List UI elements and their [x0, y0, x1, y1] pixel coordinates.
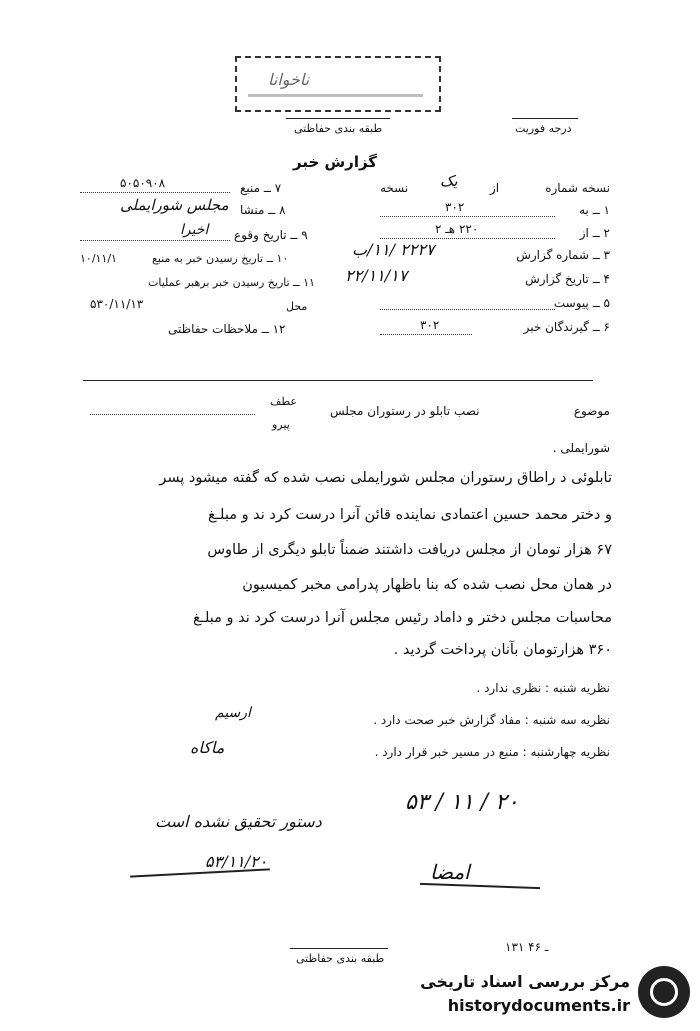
brand-url: historydocuments.ir — [447, 996, 630, 1015]
recipients-label: ۶ ــ گیرندگان خبر — [523, 320, 610, 334]
body-line: تابلوئی د راطاق رستوران مجلس شورایملی نصب شده که گفته میشود پسر — [159, 470, 612, 486]
body-line: محاسبات مجلس دختر و داماد رئیس مجلس آنرا درست کرد ند و مبلـغ — [193, 610, 612, 626]
origin-label: ۸ ــ منشا — [240, 203, 286, 217]
body-line: ۶۷ هزار تومان از مجلس دریافت داشتند ضمناً تابلو دیگری از طاوس — [207, 542, 612, 558]
event-date-dots — [80, 240, 230, 241]
signature-stroke-left — [130, 868, 270, 877]
recipients-value: ۳۰۲ — [420, 318, 440, 332]
event-date-value: اخیرا — [180, 222, 209, 238]
opinion-wednesday: نظریه چهارشنبه : منبع در مسیر خبر قرار دارد . — [374, 745, 610, 759]
signature-stroke-right — [420, 883, 540, 889]
location-label: محل — [286, 300, 308, 313]
page-code: ۱۳۱ ـ ۴۶ — [505, 940, 549, 954]
ref-bottom-label: پیرو — [272, 418, 290, 431]
subject-dots — [90, 414, 255, 415]
to-value: ۳۰۲ — [445, 200, 465, 214]
source-received-value: ۱۰/۱۱/۱ — [80, 252, 117, 265]
classification-label: طبقه بندی حفاظتی — [294, 122, 383, 135]
body-line: و دختر محمد حسین اعتمادی نماینده قائن آنرا درست کرد ند و مبلـغ — [208, 507, 612, 523]
copy-number-mid: از — [490, 181, 500, 195]
from-dots — [380, 238, 555, 239]
source-label: ۷ ــ منبع — [240, 181, 282, 195]
attachment-dots — [380, 309, 555, 310]
location-value: ۵۳۰/۱۱/۱۳ — [90, 297, 144, 311]
source-value: ۵۰۵۰۹۰۸ — [120, 176, 166, 190]
opinion-tuesday-initial: ارسیم — [215, 705, 251, 721]
ref-top-label: عطف — [270, 395, 297, 408]
attachment-label: ۵ ــ پیوست — [553, 296, 610, 310]
footer-classification-label: طبقه بندی حفاظتی — [296, 952, 385, 965]
report-date-value: ۲۲/۱۱/۱۷ — [345, 266, 408, 285]
handwritten-note-line1: دستور تحقیق نشده است — [155, 812, 322, 831]
opinion-saturday: نظریه شنبه : نظری ندارد . — [476, 681, 610, 695]
recipients-dots — [380, 334, 472, 335]
report-date-label: ۴ ــ تاریخ گزارش — [525, 272, 610, 286]
subject-text: نصب تابلو در رستوران مجلس — [330, 404, 480, 418]
body-line: ۳۶۰ هزارتومان بآنان پرداخت گردید . — [393, 642, 612, 658]
stamp-text: ناخوانا — [268, 70, 310, 89]
origin-value: مجلس شورایملی — [120, 196, 229, 214]
opinion-tuesday: نظریه سه شنبه : مفاد گزارش خبر صحت دارد . — [373, 713, 610, 727]
footer-rule — [290, 948, 388, 949]
subject-label: موضوع — [573, 404, 610, 418]
from-value: ۲۲۰ هـ ۲ — [435, 222, 479, 236]
ops-received-label: ۱۱ ــ تاریخ رسیدن خبر برهبر عملیات — [148, 276, 315, 289]
urgency-label: درجه فوریت — [515, 122, 572, 135]
source-dots — [80, 192, 230, 193]
copy-number-label: نسخه شماره — [545, 181, 610, 195]
report-number-value: ۲۲۲۷ /۱۱/ب — [352, 240, 435, 259]
copy-number-end: نسخه — [380, 181, 409, 195]
subject-continuation: شورایملی . — [552, 441, 610, 455]
source-received-label: ۱۰ ــ تاریخ رسیدن خبر به منبع — [152, 252, 289, 265]
urgency-rule — [512, 118, 578, 119]
security-notes-label: ۱۲ ــ ملاحظات حفاظتی — [168, 322, 286, 336]
brand-name: مرکز بررسی اسناد تاریخی — [420, 972, 630, 991]
to-label: ۱ ــ به — [579, 203, 610, 217]
report-number-label: ۳ ــ شماره گزارش — [516, 248, 610, 262]
body-line: در همان محل نصب شده که بنا باظهار پدرامی مخبر کمیسیون — [242, 577, 612, 593]
section-divider — [83, 380, 593, 381]
handwritten-signature-right: امضا — [430, 860, 470, 884]
copy-number-value: یک — [440, 172, 458, 190]
event-date-label: ۹ ــ تاریخ وقوع — [234, 228, 308, 242]
logo-icon — [638, 966, 690, 1018]
opinion-wednesday-initial: ماکاه — [190, 738, 225, 757]
classification-rule — [286, 118, 390, 119]
from-label: ۲ ــ از — [579, 226, 610, 240]
page-title: گزارش خبر — [293, 153, 378, 171]
handwritten-date-right: ۵۳ / ۱۱ / ۲۰ — [405, 790, 519, 815]
to-dots — [380, 216, 555, 217]
handwritten-note-line2: ۵۳/۱۱/۲۰ — [205, 852, 268, 871]
